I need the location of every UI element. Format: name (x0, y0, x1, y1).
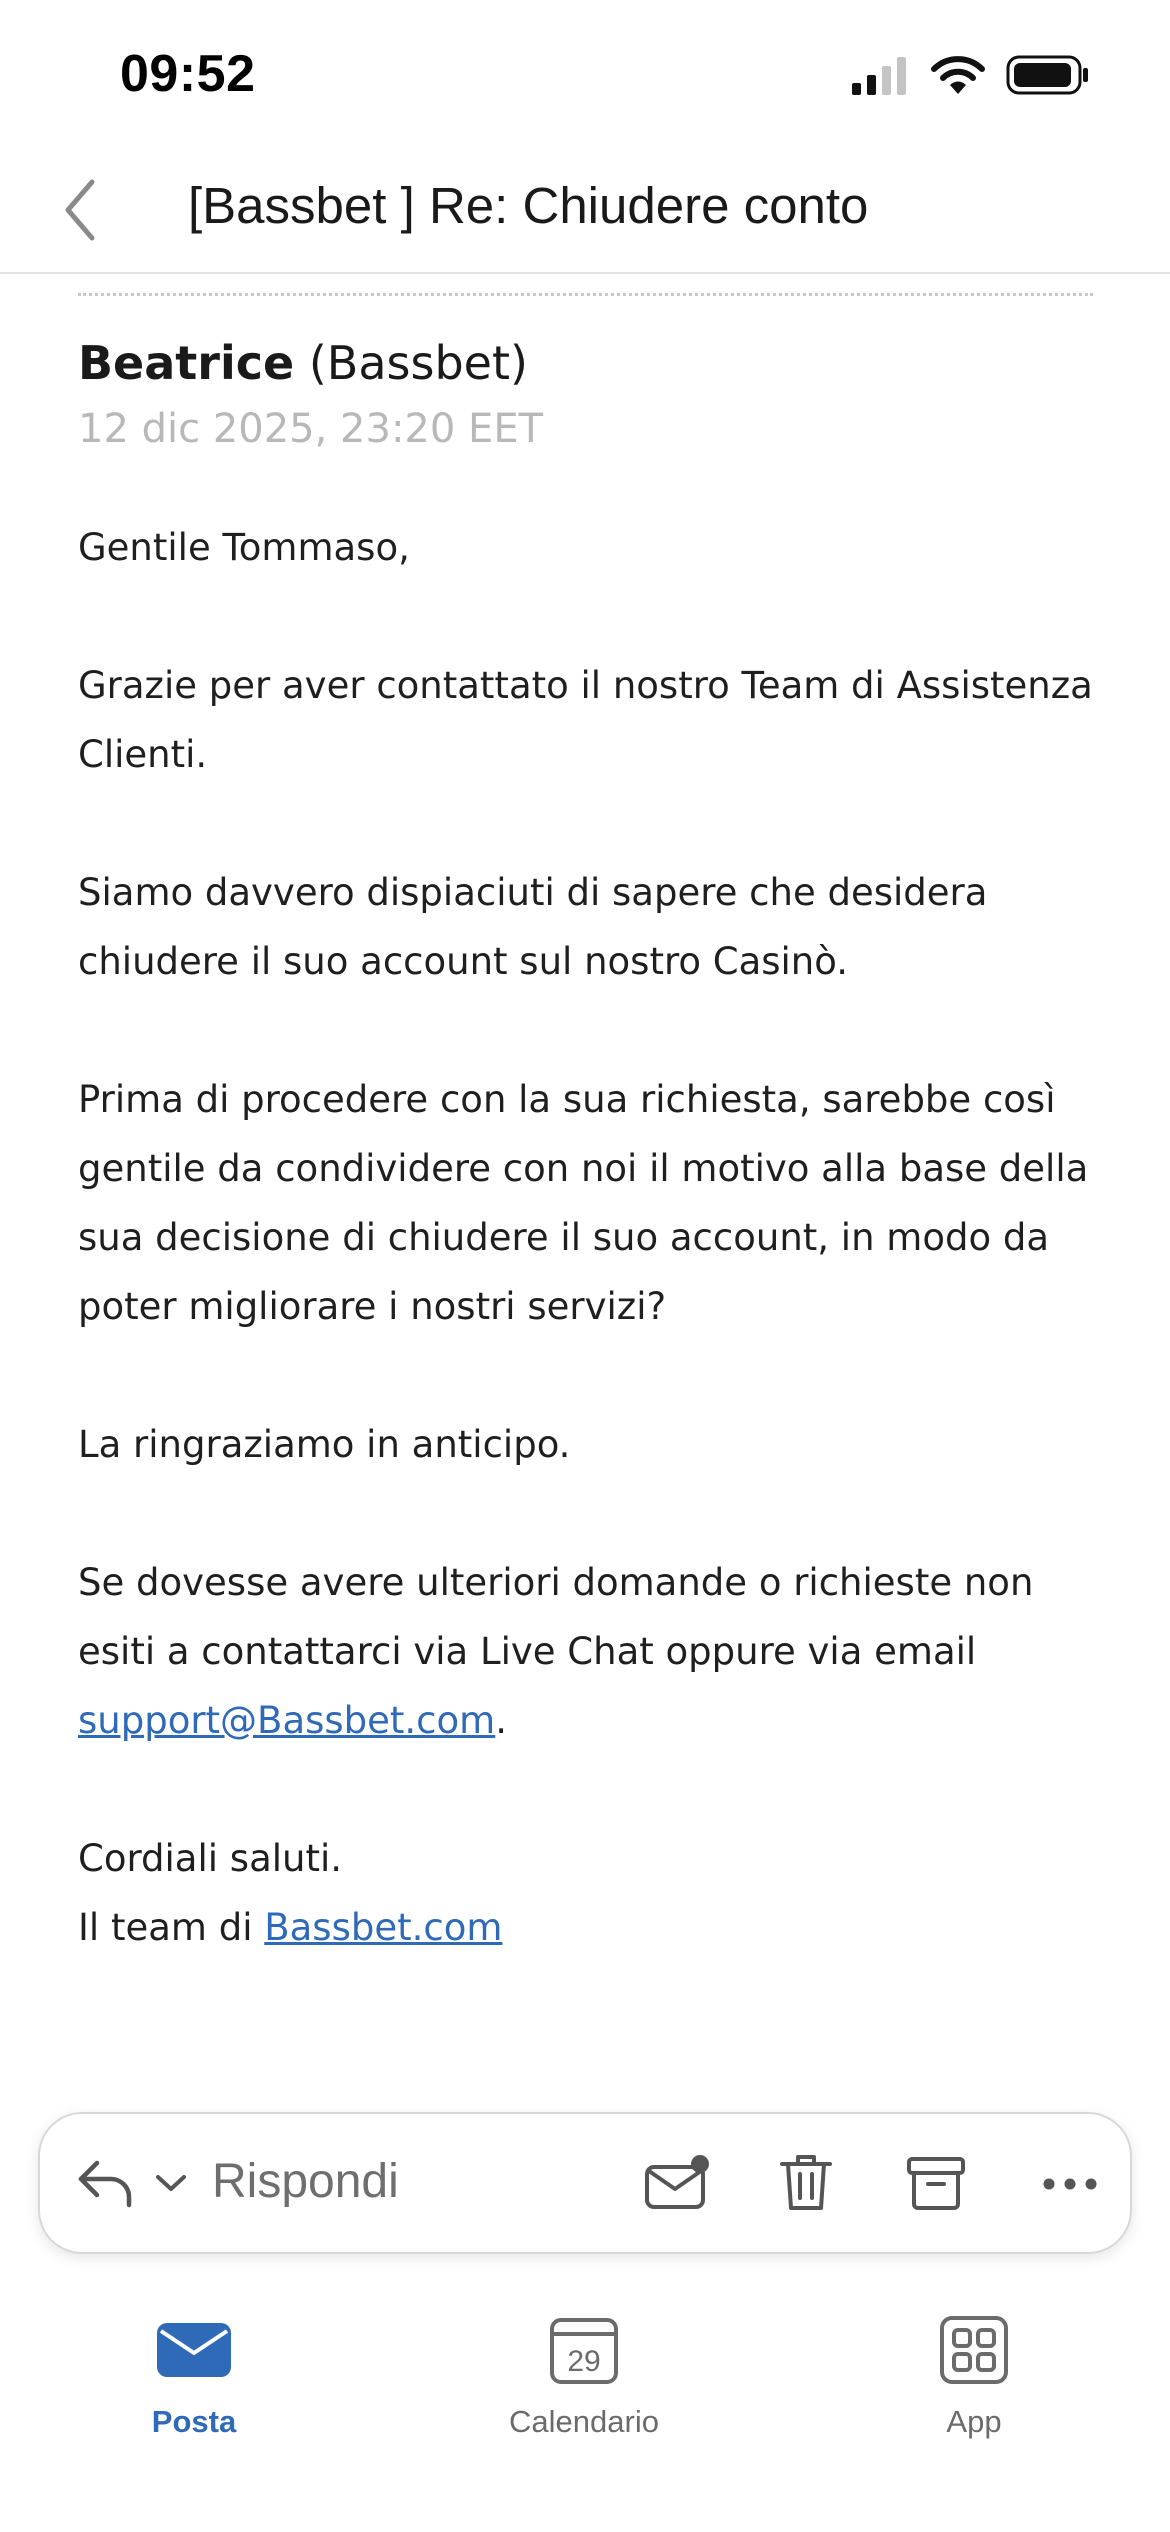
wifi-icon (930, 54, 986, 100)
paragraph-sorry: Siamo davvero dispiaciuti di sapere che desidera chiudere il suo account sul nostro Casinò. (78, 871, 988, 983)
reply-button[interactable] (70, 2114, 140, 2256)
tab-calendar[interactable] (454, 2290, 714, 2450)
reply-label[interactable]: Rispondi (212, 2155, 399, 2208)
apps-grid-icon (939, 2304, 1009, 2396)
quote-divider (78, 293, 1093, 296)
tab-apps-label: App (946, 2404, 1002, 2439)
paragraph-contact (78, 1548, 1098, 1755)
tab-calendar-label: Calendario (509, 2404, 659, 2439)
calendar-day-number: 29 (567, 2345, 601, 2378)
tab-apps[interactable] (844, 2290, 1104, 2450)
more-button[interactable] (1030, 2114, 1110, 2256)
sender (78, 336, 528, 390)
contact-text: Se dovesse avere ulteriori domande o richieste non esiti a contattarci via Live Chat oppure via email (78, 1561, 1034, 1673)
reply-icon (75, 2157, 135, 2213)
action-toolbar (38, 2112, 1132, 2254)
reply-options-button[interactable] (146, 2114, 196, 2256)
sender-org: (Bassbet) (294, 336, 528, 390)
more-icon (1042, 2176, 1098, 2195)
mail-icon (155, 2304, 233, 2396)
tab-mail[interactable] (64, 2290, 324, 2450)
bassbet-link[interactable]: Bassbet.com (264, 1906, 503, 1949)
greeting: Gentile Tommaso, (78, 526, 410, 569)
paragraph-thanks-advance: La ringraziamo in anticipo. (78, 1423, 571, 1466)
message-body (78, 513, 1098, 1962)
back-button[interactable] (40, 172, 120, 252)
chevron-down-icon (154, 2172, 188, 2198)
tab-bar (0, 2290, 1170, 2450)
status-bar (0, 0, 1170, 150)
contact-text-end: . (495, 1699, 507, 1742)
battery-icon (1006, 54, 1090, 100)
sender-name: Beatrice (78, 336, 295, 390)
paragraph-request: Prima di procedere con la sua richiesta, sarebbe così gentile da condividere con noi il motivo alla base della sua decisione di chiudere il suo account, in modo da poter migliorare i nostri servizi? (78, 1078, 1089, 1328)
status-time: 09:52 (120, 45, 256, 103)
status-icons (850, 54, 1090, 100)
calendar-icon (549, 2304, 619, 2396)
chevron-left-icon (60, 178, 100, 246)
paragraph-thanks: Grazie per aver contattato il nostro Team di Assistenza Clienti. (78, 664, 1093, 776)
nav-header (0, 150, 1170, 274)
mark-unread-icon (644, 2155, 710, 2215)
closing: Cordiali saluti. (78, 1837, 343, 1880)
mark-unread-button[interactable] (632, 2114, 722, 2256)
archive-icon (906, 2154, 966, 2216)
tab-mail-label: Posta (151, 2404, 237, 2439)
signature (78, 1824, 1098, 1962)
support-email-link[interactable]: support@Bassbet.com (78, 1699, 496, 1742)
cellular-signal-icon (850, 55, 910, 99)
signature-prefix: Il team di (78, 1906, 265, 1949)
page-title: [Bassbet ] Re: Chiudere conto (188, 177, 869, 234)
trash-icon (778, 2152, 834, 2218)
delete-button[interactable] (766, 2114, 846, 2256)
sent-date: 12 dic 2025, 23:20 EET (78, 406, 544, 452)
signature-line (78, 1893, 1098, 1962)
archive-button[interactable] (896, 2114, 976, 2256)
